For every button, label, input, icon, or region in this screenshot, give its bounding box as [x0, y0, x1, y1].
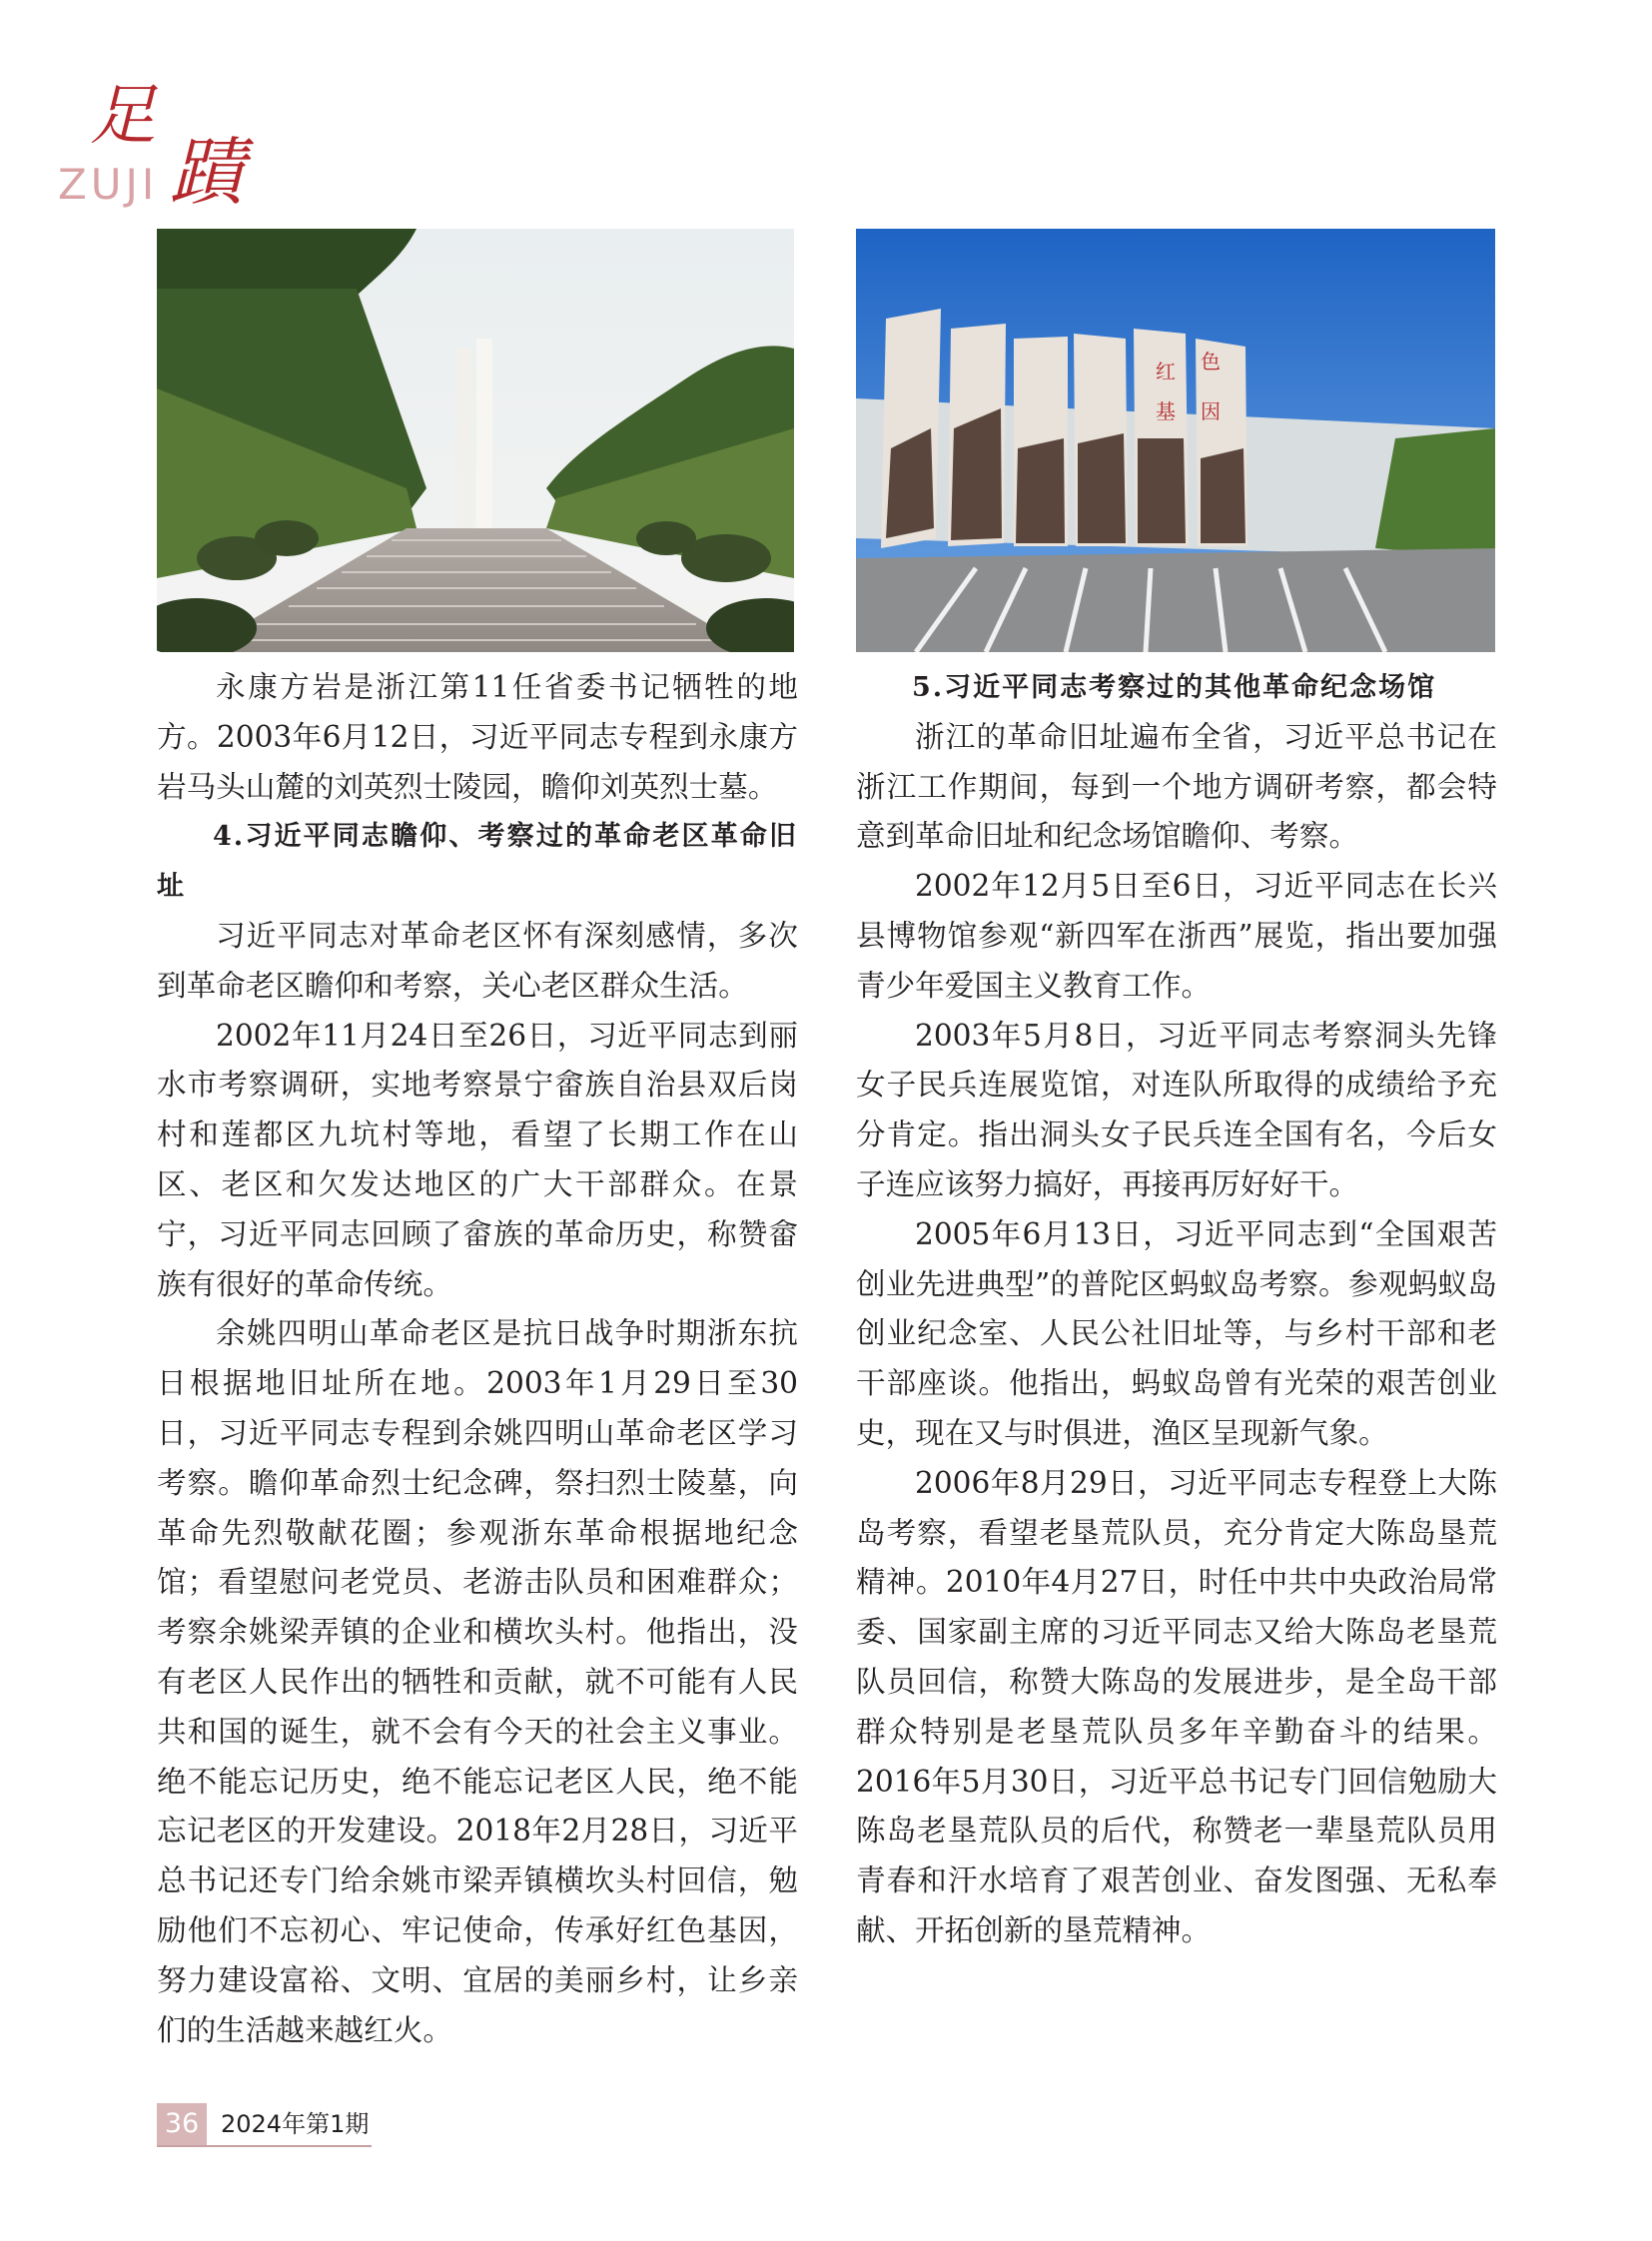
paragraph: 2005年6月13日，习近平同志到“全国艰苦创业先进典型”的普陀区蚂蚁岛考察。参观蚂蚁岛创业纪念室、人民公社旧址等，与乡村干部和老干部座谈。他指出，蚂蚁岛曾有光荣的艰苦创业史，现在又与时俱进，渔区呈现新气象。	[856, 1216, 1497, 1450]
paragraph: 2006年8月29日，习近平同志专程登上大陈岛考察，看望老垦荒队员，充分肯定大陈岛垦荒精神。2010年4月27日，时任中共中央政治局常委、国家副主席的习近平同志又给大陈岛老垦荒队员回信，称赞大陈岛的发展进步，是全岛干部群众特别是老垦荒队员多年辛勤奋斗的结果。2016年5月30日，习近平总书记专门回信勉励大陈岛老垦荒队员的后代，称赞老一辈垦荒队员用青春和汗水培育了艰苦创业、奋发图强、无私奉献、开拓创新的垦荒精神。	[856, 1465, 1497, 1947]
section-heading-4: 4.习近平同志瞻仰、考察过的革命老区革命旧址	[157, 821, 798, 903]
right-column	[856, 663, 1497, 1956]
paragraph: 2002年11月24日至26日，习近平同志到丽水市考察调研，实地考察景宁畲族自治县双后岗村和莲都区九坑村等地，看望了长期工作在山区、老区和欠发达地区的广大干部群众。在景宁，习近平同志回顾了畲族的革命历史，称赞畲族有很好的革命传统。	[157, 1018, 798, 1301]
paragraph: 余姚四明山革命老区是抗日战争时期浙东抗日根据地旧址所在地。2003年1月29日至30日，习近平同志专程到余姚四明山革命老区学习考察。瞻仰革命烈士纪念碑，祭扫烈士陵墓，向革命先烈敬献花圈；参观浙东革命根据地纪念馆；看望慰问老党员、老游击队员和困难群众；考察余姚梁弄镇的企业和横坎头村。他指出，没有老区人民作出的牺牲和贡献，就不可能有人民共和国的诞生，就不会有今天的社会主义事业。绝不能忘记历史，绝不能忘记老区人民，绝不能忘记老区的开发建设。2018年2月28日，习近平总书记还专门给余姚市梁弄镇横坎头村回信，勉励他们不忘初心、牢记使命，传承好红色基因，努力建设富裕、文明、宜居的美丽乡村，让乡亲们的生活越来越红火。	[157, 1316, 798, 2047]
photo-memorial-sculpture	[856, 229, 1495, 652]
paragraph: 习近平同志对革命老区怀有深刻感情，多次到革命老区瞻仰和考察，关心老区群众生活。	[157, 918, 798, 1003]
magazine-logo	[52, 62, 244, 216]
paragraph: 永康方岩是浙江第11任省委书记牺牲的地方。2003年6月12日，习近平同志专程到永康方岩马头山麓的刘英烈士陵园，瞻仰刘英烈士墓。	[157, 670, 798, 804]
page-number: 36	[157, 2103, 207, 2145]
svg-text:色: 色	[1201, 350, 1221, 374]
paragraph: 2003年5月8日，习近平同志考察洞头先锋女子民兵连展览馆，对连队所取得的成绩给予充分肯定。指出洞头女子民兵连全国有名，今后女子连应该努力搞好，再接再厉好好干。	[856, 1018, 1497, 1201]
paragraph: 浙江的革命旧址遍布全省，习近平总书记在浙江工作期间，每到一个地方调研考察，都会特意到革命旧址和纪念场馆瞻仰、考察。	[856, 719, 1497, 854]
paragraph: 2002年12月5日至6日，习近平同志在长兴县博物馆参观“新四军在浙西”展览，指出要加强青少年爱国主义教育工作。	[856, 869, 1497, 1003]
svg-text:基: 基	[1156, 399, 1176, 423]
logo-char-ji: 蹟	[170, 130, 244, 216]
photo-martyrs-cemetery	[157, 229, 794, 652]
issue-label: 2024年第1期	[221, 2110, 370, 2138]
logo-char-zu: 足	[90, 77, 156, 154]
footer-rule	[157, 2145, 372, 2147]
svg-text:红: 红	[1156, 360, 1176, 383]
logo-pinyin: ZUJI	[58, 160, 159, 209]
section-heading-5: 5.习近平同志考察过的其他革命纪念场馆	[912, 672, 1437, 703]
left-column	[157, 663, 798, 2055]
svg-text:因: 因	[1201, 399, 1221, 423]
